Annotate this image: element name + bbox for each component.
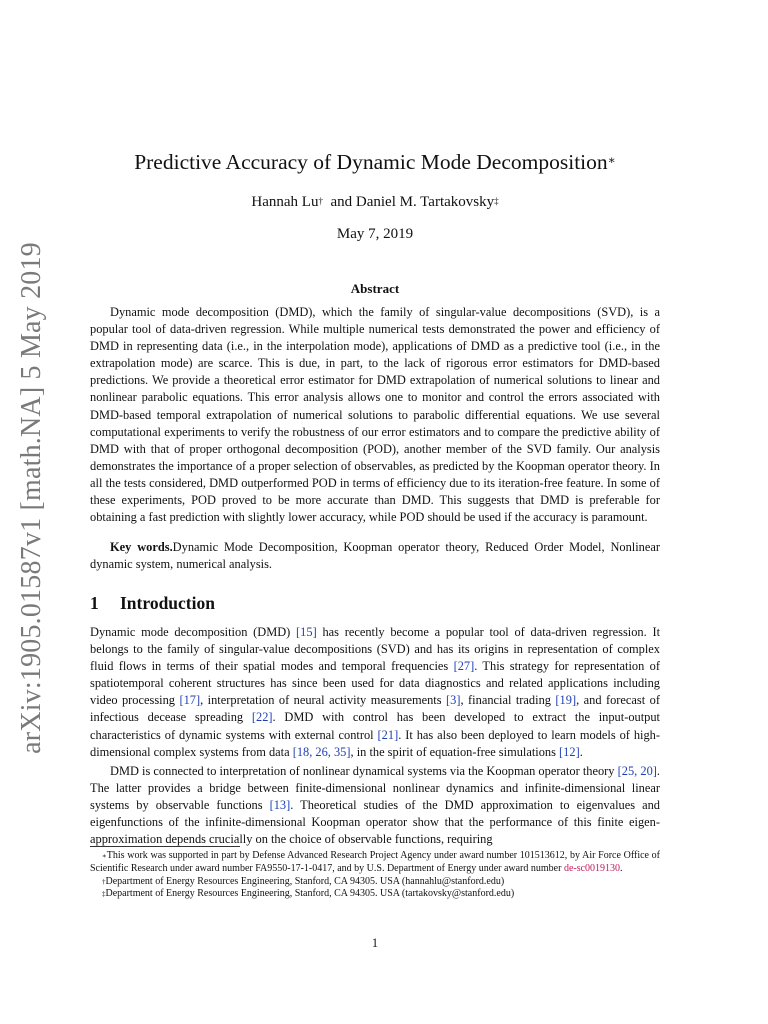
paragraph-text: . This strategy for representation of spatiotemporal coherent structures has since been used for data diagnostics and related applications including video processing: [90, 659, 660, 708]
citation-link[interactable]: [22]: [251, 710, 273, 725]
paragraph-text: . It has also been deployed to learn models of high-dimensional complex systems from data: [90, 727, 660, 759]
footnote-affiliation-1-mark: †: [102, 877, 106, 886]
footnotes: [90, 850, 660, 901]
citation-link[interactable]: [21]: [377, 727, 399, 742]
keywords-paragraph: [90, 539, 660, 573]
footnote-affiliation-1: [90, 876, 660, 889]
paragraph-text: . DMD with control has been developed to extract the input-output characteristics of dynamic systems with external control: [90, 710, 660, 742]
footnote-divider: [90, 846, 240, 847]
citation-link[interactable]: [18, 26, 35]: [292, 744, 351, 759]
paragraph-text: . The latter provides a bridge between finite-dimensional nonlinear dynamics and infinite-dimensional linear systems by observable functions: [90, 764, 660, 813]
paper-date: May 7, 2019: [336, 226, 414, 242]
paper-title: [90, 148, 660, 176]
paragraph-text: DMD is connected to interpretation of nonlinear dynamical systems via the Koopman operator theory: [110, 764, 618, 778]
paragraph-text: has recently become a popular tool of data-driven regression. It belongs to the family of singular-value decompositions (SVD) and has its origins in representation of complex fluid flows in terms of their spatial modes and temporal frequencies: [90, 625, 661, 674]
award-number-link[interactable]: de-sc0019130: [563, 862, 621, 874]
footnote-funding-text: This work was supported in part by Defense Advanced Research Project Agency under award number 101513612, by Air Force Office of Scientific Research under award number FA9550-17-1-0417, and by U.S. Department of Energy under award number: [90, 850, 660, 874]
paragraph-text: Dynamic mode decomposition (DMD): [90, 625, 297, 639]
paragraph-text: , interpretation of neural activity measurements: [200, 693, 447, 708]
citation-link[interactable]: [27]: [453, 659, 475, 674]
citation-link[interactable]: [3]: [446, 693, 461, 708]
paragraph-text: .: [579, 744, 583, 759]
section-title-text: Introduction: [120, 593, 215, 613]
title-footnote-mark: ∗: [607, 153, 616, 167]
section-heading-introduction: [90, 592, 660, 614]
footnote-affiliation-1-text: Department of Energy Resources Engineering, Stanford, CA 94305. USA (hannahlu@stanford.edu): [105, 875, 505, 887]
footnote-funding-mark: ∗: [102, 852, 107, 860]
footnote-affiliation-2-mark: ‡: [102, 890, 106, 899]
page-number: 1: [371, 936, 379, 950]
author-1-mark: †: [318, 196, 323, 206]
abstract-heading: Abstract: [350, 281, 400, 296]
citation-link[interactable]: [12]: [559, 744, 580, 759]
paragraph-text: , financial trading: [460, 693, 556, 708]
citation-link[interactable]: [13]: [269, 798, 291, 813]
section-number: 1: [90, 593, 99, 613]
paper-title-text: Predictive Accuracy of Dynamic Mode Decomposition: [134, 150, 608, 174]
introduction-paragraph-1: [90, 624, 660, 761]
author-2: Daniel M. Tartakovsky: [355, 194, 495, 210]
author-line: [90, 192, 660, 212]
keywords-label: Key words.: [110, 540, 173, 554]
footnote-affiliation-2-text: Department of Energy Resources Engineering, Stanford, CA 94305. USA (tartakovsky@stanford.edu): [105, 888, 515, 900]
citation-link[interactable]: [17]: [179, 693, 201, 708]
introduction-paragraph-2: [90, 763, 660, 848]
paragraph-text: , in the spirit of equation-free simulations: [350, 744, 560, 759]
keywords-text: Dynamic Mode Decomposition, Koopman operator theory, Reduced Order Model, Nonlinear dynamic system, numerical analysis.: [90, 540, 661, 572]
arxiv-identifier-text: arXiv:1905.01587v1 [math.NA] 5 May 2019: [16, 242, 48, 754]
footnote-funding: [90, 850, 660, 876]
paragraph-text: . Theoretical studies of the DMD approximation to eigenvalues and eigenfunctions of the infinite-dimensional Koopman operator show that the performance of this finite eigen-approximation depends crucially on the choice of observable functions, requiring: [90, 798, 660, 847]
arxiv-identifier-stamp: [4, 242, 60, 754]
footnote-funding-end: .: [620, 862, 623, 874]
author-conjunction: and: [330, 194, 353, 210]
author-2-mark: ‡: [494, 196, 499, 206]
citation-link[interactable]: [15]: [296, 625, 317, 639]
paragraph-text: , and forecast of infectious decease spreading: [90, 693, 660, 725]
abstract-body: Dynamic mode decomposition (DMD), which the family of singular-value decompositions (SVD), is a popular tool of data-driven regression. While multiple numerical tests demonstrated the power and efficiency of DMD in representing data (i.e., in the interpolation mode), applications of DMD as a predictive tool (i.e., in the extrapolation mode) are scarce. This is due, in part, to the lack of rigorous error estimators for DMD-based predictions. We provide a theoretical error estimator for DMD extrapolation of numerical solutions to linear and nonlinear parabolic equations. This error analysis allows one to monitor and control the errors associated with DMD-based temporal extrapolation of numerical solutions to parabolic differential equations. We use several computational experiments to verify the robustness of our error estimators and to compare the predictive ability of DMD with that of proper orthogonal decomposition (POD), another member of the SVD family. Our analysis demonstrates the importance of a proper selection of observables, as predicted by the Koopman operator theory. In all the tests considered, DMD outperformed POD in terms of efficiency due to its iteration-free feature. In some of these experiments, POD proved to be more accurate than DMD. This suggests that DMD is preferable for obtaining a fast prediction with slightly lower accuracy, while POD should be used if the accuracy is paramount.: [90, 305, 660, 525]
citation-link[interactable]: [19]: [555, 693, 577, 708]
citation-link[interactable]: [25, 20]: [617, 764, 657, 778]
author-1: Hannah Lu: [251, 194, 319, 210]
footnote-affiliation-2: [90, 888, 660, 901]
